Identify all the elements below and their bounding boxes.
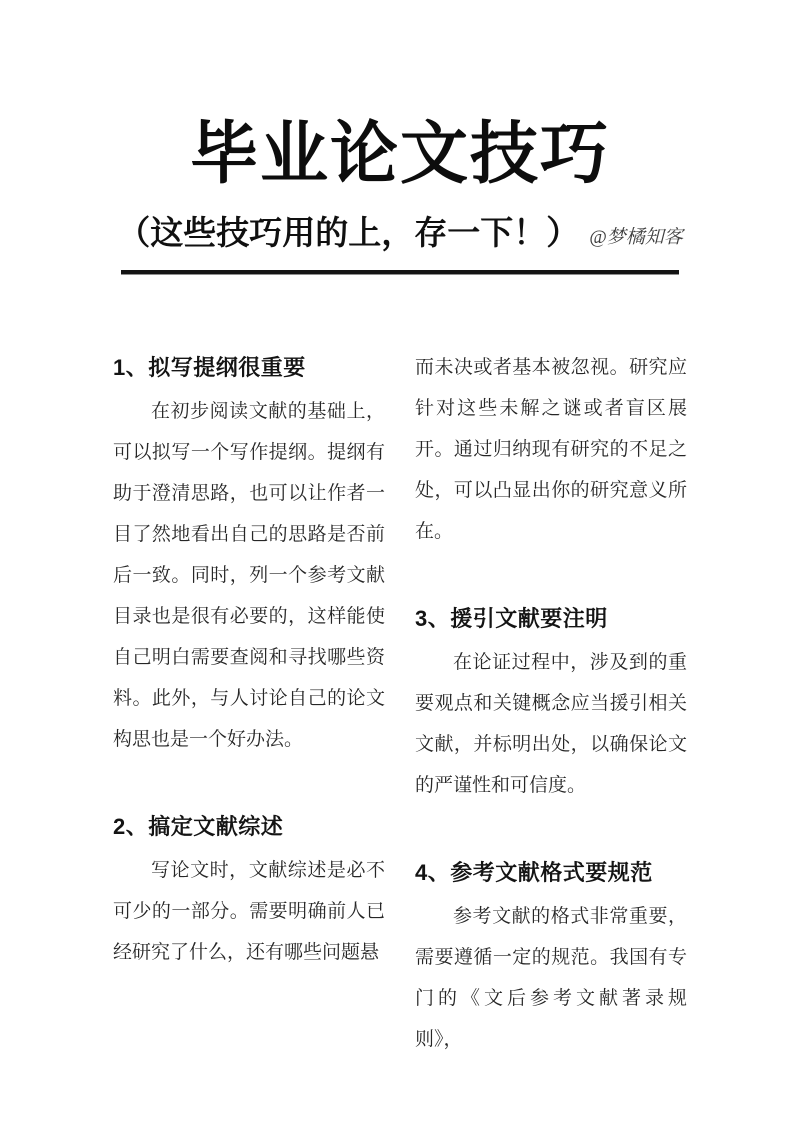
section-3-heading: 3、援引文献要注明 <box>415 606 608 631</box>
section-2-paragraph: 写论文时，文献综述是必不可少的一部分。需要明确前人已经研究了什么，还有哪些问题悬 <box>113 860 385 963</box>
subtitle-row <box>0 207 800 254</box>
section-4-paragraph: 参考文献的格式非常重要，需要遵循一定的规范。我国有专门的《文后参考文献著录规则》， <box>415 906 687 1050</box>
content-columns <box>113 347 687 1060</box>
header <box>0 112 800 275</box>
column-right <box>415 347 687 1060</box>
section-2-paragraph-continuation: 而未决或者基本被忽视。研究应针对这些未解之谜或者盲区展开。通过归纳现有研究的不足之处，可以凸显出你的研究意义所在。 <box>415 357 687 542</box>
section-1-paragraph: 在初步阅读文献的基础上，可以拟写一个写作提纲。提纲有助于澄清思路，也可以让作者一目了然地看出自己的思路是否前后一致。同时，列一个参考文献目录也是很有必要的，这样能使自己明白需要查阅和寻找哪些资料。此外，与人讨论自己的论文构思也是一个好办法。 <box>113 401 385 750</box>
section-3-paragraph: 在论证过程中，涉及到的重要观点和关键概念应当援引相关文献，并标明出处，以确保论文的严谨性和可信度。 <box>415 652 687 796</box>
author-handle: @梦橘知客 <box>589 227 683 248</box>
page-subtitle: （这些技巧用的上，存一下！） <box>117 216 580 252</box>
column-left <box>113 347 385 1060</box>
section-2-heading: 2、搞定文献综述 <box>113 814 284 839</box>
section-1-heading: 1、拟写提纲很重要 <box>113 355 306 380</box>
section-4-heading: 4、参考文献格式要规范 <box>415 860 653 885</box>
page-title: 毕业论文技巧 <box>189 116 610 192</box>
divider-rule <box>121 270 679 275</box>
